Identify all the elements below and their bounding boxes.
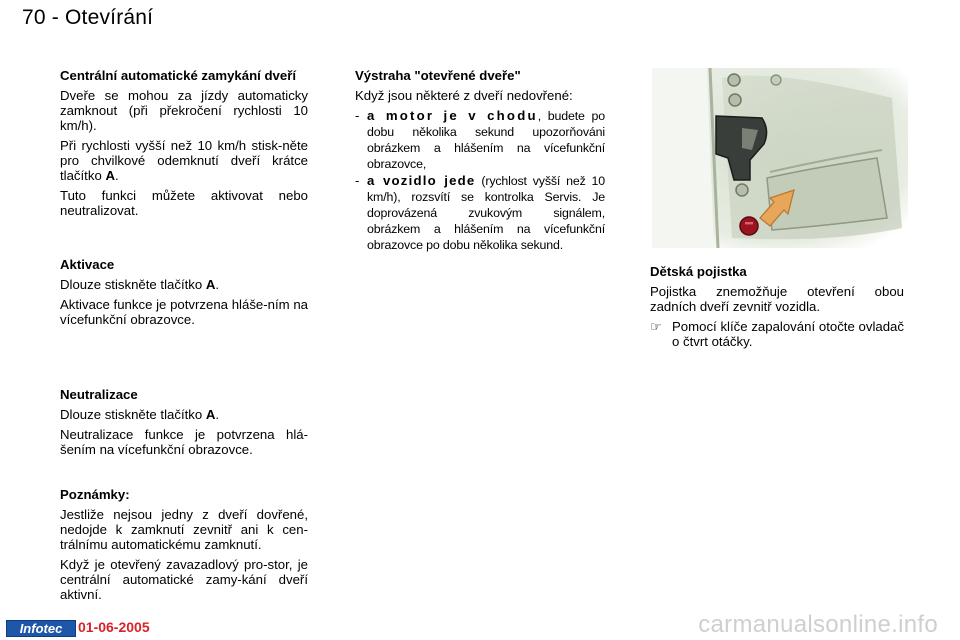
list-item-body <box>367 173 605 253</box>
child-lock-para: Pojistka znemožňuje otevření obou zadních dveří zevnitř vozidla. <box>650 284 904 314</box>
neutralization-section <box>60 387 308 462</box>
list-dash: - <box>355 173 360 188</box>
list-item-body <box>367 108 605 172</box>
list-item <box>650 319 904 349</box>
door-warning-section <box>355 68 605 254</box>
activation-press: Dlouze stiskněte tlačítko A. <box>60 277 220 292</box>
button-letter: A <box>205 277 216 292</box>
central-locking-section <box>60 68 308 223</box>
activation-heading: Aktivace <box>60 257 115 272</box>
notes-para-1: Jestliže nejsou jedny z dveří dovřené, nedojde k zamknutí zevnitř ani k cen-trálnímu automatickému zamknutí. <box>60 507 308 552</box>
neutralization-press-text: Dlouze stiskněte tlačítko <box>60 407 203 422</box>
neutralization-press: Dlouze stiskněte tlačítko A. <box>60 407 220 422</box>
central-locking-heading: Centrální automatické zamykání dveří <box>60 68 296 83</box>
footer-date: 01-06-2005 <box>78 619 150 635</box>
central-locking-para-1: Dveře se mohou za jízdy automaticky zamknout (při překročení rychlosti 10 km/h). <box>60 88 308 133</box>
watermark: carmanualsonline.info <box>698 611 938 638</box>
neutralization-confirm: Neutralizace funkce je potvrzena hlá-šením na vícefunkční obrazovce. <box>60 427 308 457</box>
activation-section <box>60 257 308 332</box>
activation-press-text: Dlouze stiskněte tlačítko <box>60 277 203 292</box>
door-warning-heading: Výstraha "otevřené dveře" <box>355 68 521 83</box>
central-locking-para-3: Tuto funkci můžete aktivovat nebo neutralizovat. <box>60 188 308 218</box>
list-item-text: (rychlost vyšší než 10 km/h), rozsvítí se kontrolka Servis. Je doprovázená zvukovým signálem, obrázkem a hlášením na vícefunkční obrazovce po dobu několika sekund. <box>367 174 605 252</box>
screw-icon <box>736 184 748 196</box>
central-locking-para-2: Při rychlosti vyšší než 10 km/h stisk-něte pro chvilkové odemknutí dveří krátce tlačítko A. <box>60 138 308 183</box>
notes-heading: Poznámky: <box>60 487 130 502</box>
notes-para-2: Když je otevřený zavazadlový pro-stor, je centrální automatické zamy-kání dveří aktivní. <box>60 557 308 602</box>
list-item <box>355 173 605 253</box>
child-lock-heading: Dětská pojistka <box>650 264 747 279</box>
screw-icon <box>728 74 740 86</box>
list-item-bold: a motor je v chodu <box>367 108 538 123</box>
button-letter: A <box>205 407 216 422</box>
child-lock-instruction: Pomocí klíče zapalování otočte ovladač o čtvrt otáčky. <box>672 319 904 349</box>
child-lock-photo <box>652 68 908 248</box>
screw-icon <box>729 94 741 106</box>
activation-confirm: Aktivace funkce je potvrzena hláše-ním na vícefunkční obrazovce. <box>60 297 308 327</box>
list-dash: - <box>355 108 360 123</box>
list-item-text: , budete po dobu několika sekund upozorňováni obrázkem a hlášením na vícefunkční obrazovce, <box>367 109 606 171</box>
list-item-bold: a vozidlo jede <box>367 173 476 188</box>
child-lock-section <box>650 264 904 349</box>
central-locking-para-2-text: Při rychlosti vyšší než 10 km/h stisk-něte pro chvilkové odemknutí dveří krátce tlačítko <box>60 138 308 183</box>
child-lock-knob-icon <box>740 217 758 235</box>
infotec-logo: Infotec <box>6 620 76 637</box>
page-title: 70 - Otevírání <box>22 6 154 29</box>
neutralization-heading: Neutralizace <box>60 387 138 402</box>
pointing-hand-icon: ☞ <box>650 319 662 334</box>
list-item <box>355 108 605 172</box>
button-letter: A <box>105 168 115 183</box>
notes-section <box>60 487 308 607</box>
door-warning-intro: Když jsou některé z dveří nedovřené: <box>355 88 573 103</box>
screw-icon <box>771 75 781 85</box>
